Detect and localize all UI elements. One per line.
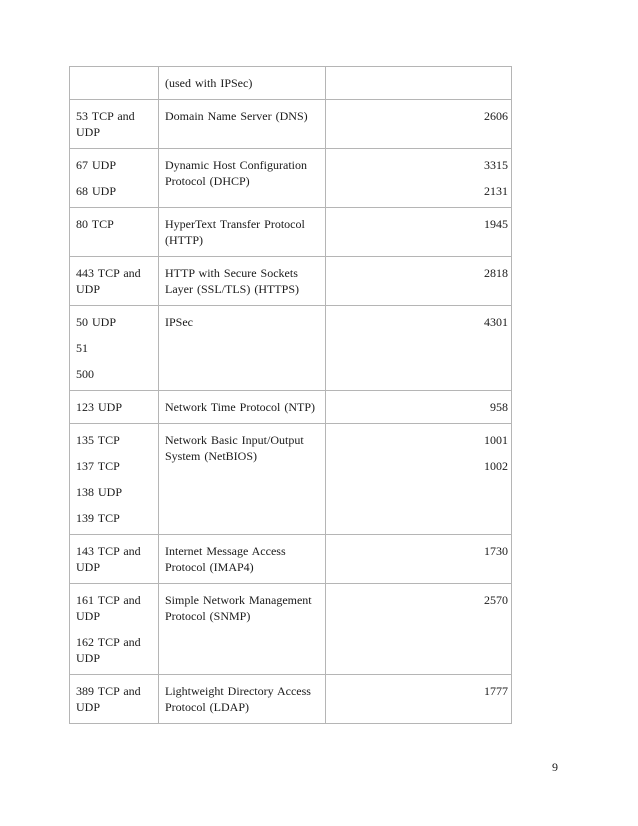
count-cell bbox=[326, 257, 512, 306]
service-cell: Internet Message Access Protocol (IMAP4) bbox=[159, 535, 326, 584]
service-cell: Dynamic Host Configuration Protocol (DHCP) bbox=[159, 149, 326, 208]
port-cell bbox=[70, 391, 159, 424]
port-cell bbox=[70, 535, 159, 584]
count-value: 958 bbox=[490, 400, 508, 414]
table-row bbox=[70, 391, 512, 424]
port-cell bbox=[70, 257, 159, 306]
table-row bbox=[70, 424, 512, 535]
service-cell: (used with IPSec) bbox=[159, 67, 326, 100]
table-row bbox=[70, 100, 512, 149]
count-cell bbox=[326, 149, 512, 208]
port-value: 500 bbox=[76, 367, 94, 381]
port-value: 53 TCP and UDP bbox=[76, 109, 135, 139]
port-value: 68 UDP bbox=[76, 184, 117, 198]
port-cell bbox=[70, 675, 159, 724]
port-value: 123 UDP bbox=[76, 400, 123, 414]
count-cell bbox=[326, 208, 512, 257]
count-cell bbox=[326, 306, 512, 391]
port-cell bbox=[70, 306, 159, 391]
port-value: 162 TCP and UDP bbox=[76, 635, 141, 665]
count-value: 2606 bbox=[484, 109, 508, 123]
count-cell bbox=[326, 424, 512, 535]
table-row bbox=[70, 675, 512, 724]
count-value: 1777 bbox=[484, 684, 508, 698]
table-row bbox=[70, 584, 512, 675]
service-cell: Lightweight Directory Access Protocol (LDAP) bbox=[159, 675, 326, 724]
count-value: 4301 bbox=[484, 315, 508, 329]
count-value: 3315 bbox=[484, 158, 508, 172]
table-row bbox=[70, 306, 512, 391]
port-cell bbox=[70, 424, 159, 535]
port-value: 135 TCP bbox=[76, 433, 120, 447]
count-cell bbox=[326, 67, 512, 100]
count-cell bbox=[326, 675, 512, 724]
table-row bbox=[70, 67, 512, 100]
port-value: 139 TCP bbox=[76, 511, 120, 525]
service-cell: IPSec bbox=[159, 306, 326, 391]
count-cell bbox=[326, 391, 512, 424]
port-value: 138 UDP bbox=[76, 485, 123, 499]
service-cell: Network Basic Input/Output System (NetBIOS) bbox=[159, 424, 326, 535]
count-cell bbox=[326, 100, 512, 149]
table-row bbox=[70, 257, 512, 306]
port-protocol-table bbox=[69, 66, 512, 724]
port-value: 389 TCP and UDP bbox=[76, 684, 141, 714]
port-cell bbox=[70, 67, 159, 100]
service-cell: Domain Name Server (DNS) bbox=[159, 100, 326, 149]
port-value: 443 TCP and UDP bbox=[76, 266, 141, 296]
port-value: 161 TCP and UDP bbox=[76, 593, 141, 623]
count-value: 1945 bbox=[484, 217, 508, 231]
count-value: 1001 bbox=[484, 433, 508, 447]
port-cell bbox=[70, 149, 159, 208]
port-value: 51 bbox=[76, 341, 88, 355]
count-value: 1002 bbox=[484, 459, 508, 473]
port-value: 143 TCP and UDP bbox=[76, 544, 141, 574]
service-cell: Network Time Protocol (NTP) bbox=[159, 391, 326, 424]
table-row bbox=[70, 208, 512, 257]
count-value: 2570 bbox=[484, 593, 508, 607]
port-cell bbox=[70, 584, 159, 675]
table-row bbox=[70, 149, 512, 208]
service-cell: Simple Network Management Protocol (SNMP) bbox=[159, 584, 326, 675]
port-value: 137 TCP bbox=[76, 459, 120, 473]
count-value: 1730 bbox=[484, 544, 508, 558]
table-row bbox=[70, 535, 512, 584]
table-body bbox=[70, 67, 512, 724]
port-cell bbox=[70, 208, 159, 257]
count-cell bbox=[326, 584, 512, 675]
page-number: 9 bbox=[552, 760, 558, 774]
count-cell bbox=[326, 535, 512, 584]
service-cell: HyperText Transfer Protocol (HTTP) bbox=[159, 208, 326, 257]
service-cell: HTTP with Secure Sockets Layer (SSL/TLS) (HTTPS) bbox=[159, 257, 326, 306]
port-value: 50 UDP bbox=[76, 315, 117, 329]
port-cell bbox=[70, 100, 159, 149]
count-value: 2131 bbox=[484, 184, 508, 198]
count-value: 2818 bbox=[484, 266, 508, 280]
port-value: 67 UDP bbox=[76, 158, 117, 172]
port-value: 80 TCP bbox=[76, 217, 114, 231]
